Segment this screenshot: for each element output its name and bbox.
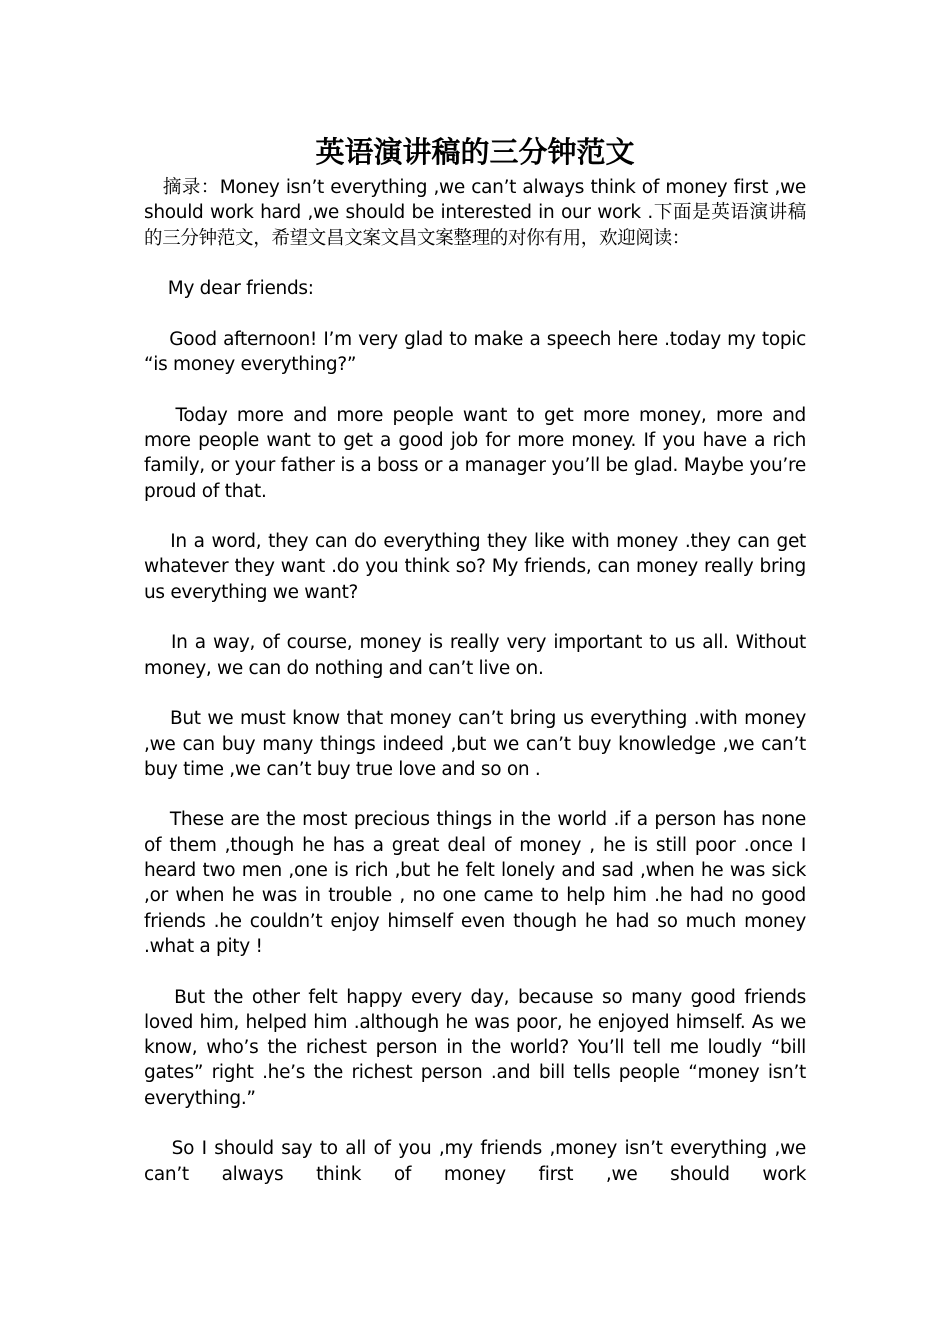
paragraph-greeting: My dear friends:	[144, 278, 314, 300]
paragraph-but-we-must: But we must know that money can’t bring us everything .with money ,we can buy many things indeed ,but we can’t buy knowledge ,we can’t buy time ,we can’t buy true love and so on .	[144, 708, 806, 780]
paragraph-summary: 摘录：Money isn’t everything ,we can’t always think of money first ,we should work hard ,we should be interested in our work .下面是英语演讲稿的三分钟范文，希望文昌文案文昌文案整理的对你有用，欢迎阅读：	[144, 177, 806, 249]
paragraph-the-other: But the other felt happy every day, because so many good friends loved him, helped him .although he was poor, he enjoyed himself. As we know, who’s the richest person in the world? You’ll tell me loudly “bill gates” right .he’s the richest person .and bill tells people “money isn’t everything.”	[144, 986, 806, 1109]
document-page	[144, 130, 806, 1187]
paragraph-today: Today more and more people want to get more money, more and more people want to get a good job for more money. If you have a rich family, or your father is a boss or a manager you’ll be glad. Maybe you’re proud of that.	[144, 404, 806, 502]
paragraph-intro: Good afternoon! I’m very glad to make a speech here .today my topic “is money everything?”	[144, 328, 806, 376]
paragraph-precious-things: These are the most precious things in the world .if a person has none of them ,though he has a great deal of money , he is still poor .once I heard two men ,one is rich ,but he felt lonely and sad ,when he was sick ,or when he was in trouble , no one came to help him .he had no good friends .he couldn’t enjoy himself even though he had so much money .what a pity !	[144, 809, 806, 957]
paragraph-conclusion: So I should say to all of you ,my friends ,money isn’t everything ,we can’t always think of money first ,we should work	[144, 1138, 806, 1185]
paragraph-in-a-way: In a way, of course, money is really very important to us all. Without money, we can do nothing and can’t live on.	[144, 632, 806, 679]
document-title: 英语演讲稿的三分钟范文	[315, 135, 635, 169]
paragraph-in-a-word: In a word, they can do everything they like with money .they can get whatever they want .do you think so? My friends, can money really bring us everything we want?	[144, 531, 806, 603]
